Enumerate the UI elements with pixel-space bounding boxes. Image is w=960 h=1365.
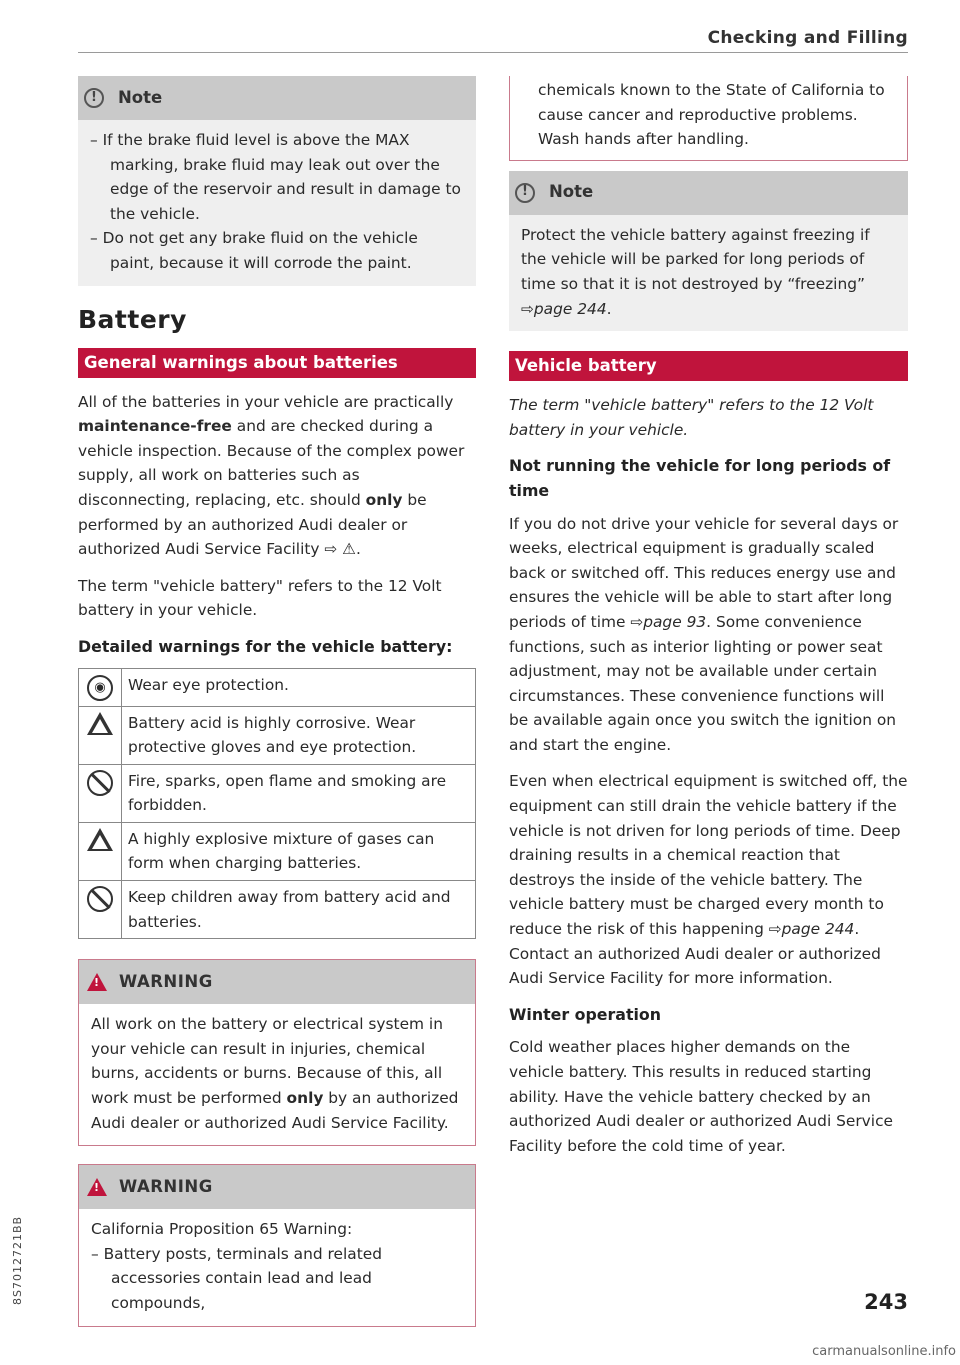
warning-item: – Battery posts, terminals and related accessories contain lead and lead compounds, (91, 1244, 382, 1312)
text-run: Even when electrical equipment is switched off, the equipment can still drain the vehicle battery if the vehicle is not driven for long periods of time. Deep draining results in a chemical reaction that destroys the inside of the vehicle battery. The vehicle battery must be charged every month to reduce the risk of this happening ⇨ (509, 772, 908, 939)
red-heading-general-warnings: General warnings about batteries (78, 348, 476, 378)
batteries-paragraph (78, 390, 476, 562)
text-run: be performed by an authorized Audi dealer or authorized Audi Service Facility ⇨ ⚠. (78, 490, 427, 559)
text-run: by an authorized Audi dealer or authorized Audi Service Facility. (91, 1089, 459, 1132)
warning-triangle-icon (87, 973, 107, 991)
note-body (509, 215, 908, 331)
note-item: – If the brake fluid level is above the MAX marking, brake fluid may leak out over the edge of the reservoir and result in damage to the vehicle. (90, 131, 461, 223)
text-run: If you do not drive your vehicle for several days or weeks, electrical equipment is gradually scaled back or switched off. This reduces energy use and ensures the vehicle will be able to start after long periods of time ⇨ (509, 514, 899, 631)
text-bold: only (286, 1089, 324, 1108)
note-header (78, 76, 476, 120)
eye-protection-icon: ◉ (79, 668, 122, 706)
warning-header (79, 960, 475, 1004)
table-row (79, 764, 476, 822)
warning-triangle-icon (87, 1178, 107, 1196)
prop65-warning (78, 1164, 476, 1326)
text-run: Protect the vehicle battery against freezing if the vehicle will be parked for long periods of time so that it is not destroyed by “freezing” ⇨ (521, 225, 870, 318)
explosive-icon (79, 822, 122, 880)
text-run: . (606, 299, 612, 318)
no-fire-icon (79, 764, 122, 822)
table-cell: A highly explosive mixture of gases can form when charging batteries. (122, 822, 476, 880)
warning-label: WARNING (119, 1176, 213, 1196)
page-link[interactable]: page 244 (533, 299, 607, 318)
subheading-winter-operation: Winter operation (509, 1004, 662, 1024)
warning-line: California Proposition 65 Warning: (91, 1220, 353, 1239)
note-header (509, 171, 908, 215)
warning-label: WARNING (119, 971, 213, 991)
text-run: . Some convenience functions, such as interior lighting or power seat adjustment, may not be available under certain circumstances. These convenience functions will be available again once you switch the ignition on and start the engine. (509, 612, 897, 754)
corrosive-icon (79, 706, 122, 764)
page-link[interactable]: page 93 (643, 612, 707, 631)
warning-body (79, 1004, 475, 1145)
note-item: – Do not get any brake fluid on the vehicle paint, because it will corrode the paint. (90, 229, 418, 272)
freezing-note (509, 171, 908, 331)
winter-paragraph: Cold weather places higher demands on the vehicle battery. This results in reduced starting ability. Have the vehicle battery checked by an authorized Audi dealer or authorized Audi Service Facility before the cold time of year. (509, 1038, 893, 1155)
warning-continued-body: chemicals known to the State of California to cause cancer and reproductive problems. Wash hands after handling. (538, 81, 885, 149)
detailed-warnings-heading: Detailed warnings for the vehicle battery: (78, 636, 453, 656)
table-cell: Battery acid is highly corrosive. Wear protective gloves and eye protection. (122, 706, 476, 764)
warning-body (79, 1209, 475, 1325)
note-body (78, 120, 476, 286)
note-info-icon: ! (515, 183, 535, 203)
text-run: . Contact an authorized Audi dealer or authorized Audi Service Facility for more information. (509, 920, 881, 988)
page-number: 243 (864, 1290, 908, 1314)
text-run: All of the batteries in your vehicle are practically (78, 392, 454, 411)
table-row (79, 822, 476, 880)
note-label: Note (549, 182, 594, 202)
subheading-long-periods: Not running the vehicle for long periods of time (509, 456, 891, 500)
vehicle-battery-term-paragraph: The term "vehicle battery" refers to the 12 Volt battery in your vehicle. (78, 576, 442, 620)
warning-header (79, 1165, 475, 1209)
side-document-code: 8S7012721BB (11, 1215, 24, 1305)
long-periods-paragraph (509, 512, 908, 758)
section-title: Battery (78, 304, 187, 334)
text-run: All work on the battery or electrical system in your vehicle can result in injuries, chemical burns, accidents or burns. Because of this, all work must be performed (91, 1015, 443, 1108)
battery-warnings-table (78, 668, 476, 940)
note-label: Note (118, 87, 163, 107)
table-cell: Fire, sparks, open flame and smoking are forbidden. (122, 764, 476, 822)
table-cell: Wear eye protection. (122, 668, 476, 706)
text-bold: maintenance-free (78, 417, 232, 436)
text-run: and are checked during a vehicle inspection. Because of the complex power supply, all work on batteries such as disconnecting, replacing, etc. should (78, 417, 465, 509)
page-link[interactable]: page 244 (781, 920, 855, 939)
table-row (79, 668, 476, 706)
prop65-warning-continued (509, 76, 908, 161)
table-row (79, 881, 476, 939)
red-heading-vehicle-battery: Vehicle battery (509, 351, 908, 381)
table-cell: Keep children away from battery acid and batteries. (122, 881, 476, 939)
keep-children-away-icon (79, 881, 122, 939)
table-row (79, 706, 476, 764)
battery-work-warning (78, 959, 476, 1146)
note-info-icon: ! (84, 88, 104, 108)
deep-drain-paragraph (509, 769, 908, 990)
intro-italic: The term "vehicle battery" refers to the 12 Volt battery in your vehicle. (509, 396, 874, 439)
header-rule (78, 52, 908, 53)
watermark: carmanualsonline.info (812, 1344, 956, 1359)
page-header-title: Checking and Filling (707, 28, 908, 48)
brake-fluid-note (78, 76, 476, 286)
left-column (78, 76, 476, 1327)
right-column (509, 76, 908, 1170)
text-bold: only (365, 490, 403, 509)
